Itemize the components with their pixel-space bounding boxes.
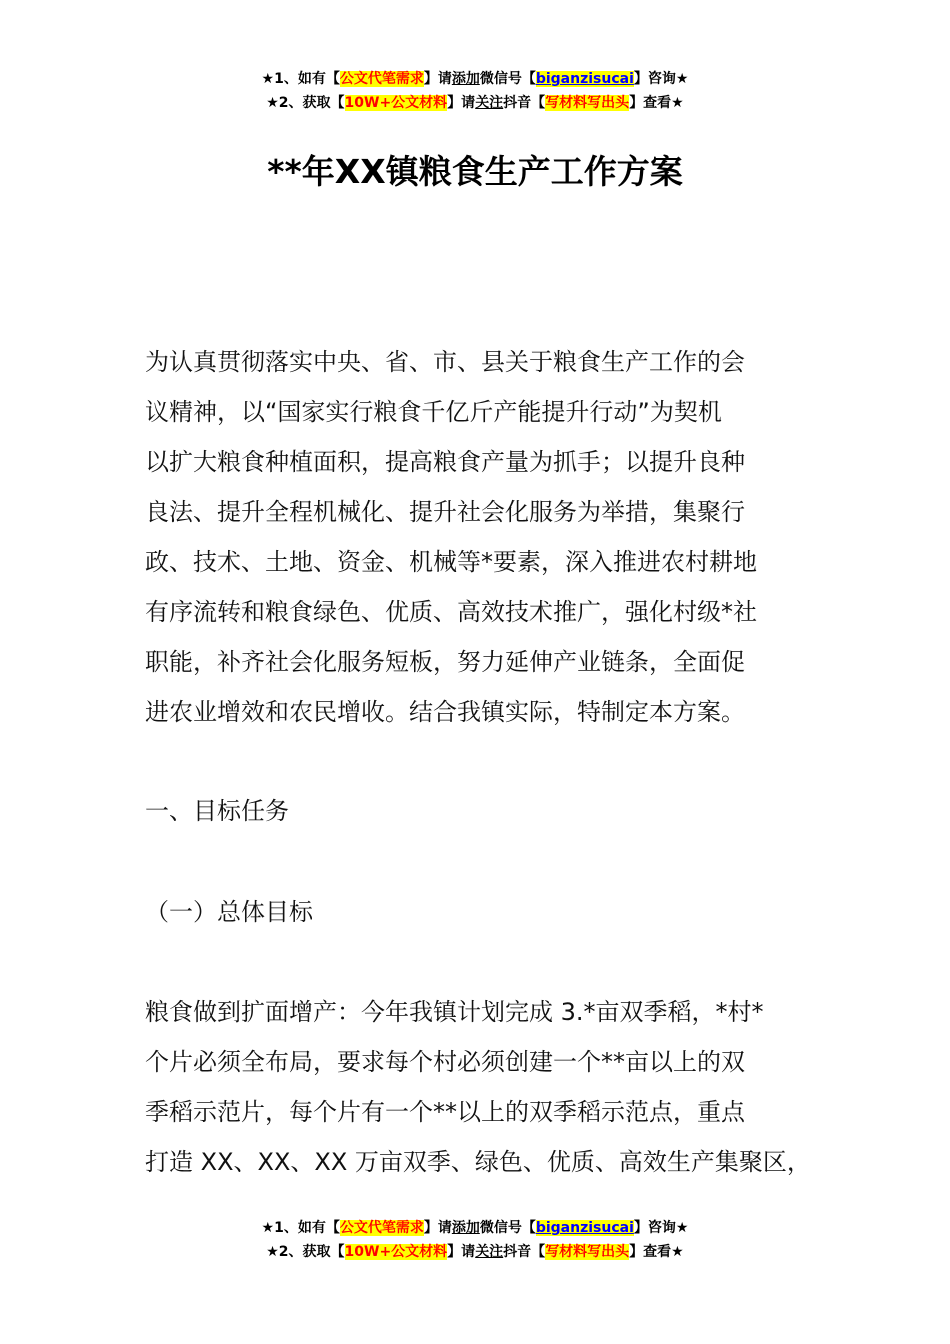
banner-text: ★2、获取【 (266, 1244, 345, 1260)
header-banner (0, 67, 950, 115)
banner-highlight-service: 公文代笔需求 (339, 71, 424, 87)
banner-text: ★2、获取【 (266, 95, 345, 111)
banner-text: 】请 (447, 1244, 476, 1260)
banner-underlined-text: 添加 (451, 1220, 480, 1236)
paragraph-line: 打造 XX、XX、XX 万亩双季、绿色、优质、高效生产集聚区， (145, 1148, 811, 1176)
banner-text: 微信号【 (479, 1220, 536, 1236)
banner-highlight-account: 写材料写出头 (545, 1244, 630, 1260)
banner-underlined-text: 关注 (475, 1244, 504, 1260)
paragraph-line: 有序流转和粮食绿色、优质、高效技术推广，强化村级*社 (145, 598, 757, 626)
section-heading (145, 786, 815, 836)
banner-text: 】查看★ (629, 1244, 684, 1260)
intro-paragraph (145, 337, 815, 737)
paragraph-line: 粮食做到扩面增产：今年我镇计划完成 3.*亩双季稻，*村* (145, 998, 764, 1026)
banner-underlined-text: 关注 (475, 95, 504, 111)
banner-highlight-service: 公文代笔需求 (339, 1220, 424, 1236)
banner-text: ★1、如有【 (261, 1220, 340, 1236)
banner-text: 】请 (423, 71, 452, 87)
banner-text: 微信号【 (479, 71, 536, 87)
paragraph-line: 进农业增效和农民增收。结合我镇实际，特制定本方案。 (145, 698, 745, 726)
banner-line-1 (0, 1216, 950, 1240)
banner-text: 】请 (447, 95, 476, 111)
paragraph-line: 季稻示范片，每个片有一个**以上的双季稻示范点，重点 (145, 1098, 745, 1126)
banner-text: ★1、如有【 (261, 71, 340, 87)
paragraph-line: 以扩大粮食种植面积，提高粮食产量为抓手；以提升良种 (145, 448, 745, 476)
banner-highlight-account: 写材料写出头 (545, 95, 630, 111)
subsection-heading-text: （一）总体目标 (145, 898, 313, 926)
banner-text: 】请 (423, 1220, 452, 1236)
banner-highlight-materials: 10W+公文材料 (344, 1244, 448, 1260)
footer-banner (0, 1216, 950, 1264)
banner-highlight-materials: 10W+公文材料 (344, 95, 448, 111)
subsection-heading (145, 887, 815, 937)
document-title: **年XX镇粮食生产工作方案 (267, 152, 683, 191)
paragraph-line: 议精神，以“国家实行粮食千亿斤产能提升行动”为契机 (145, 398, 722, 426)
banner-text: 抖音【 (503, 1244, 546, 1260)
paragraph-line: 个片必须全布局，要求每个村必须创建一个**亩以上的双 (145, 1048, 745, 1076)
banner-line-1 (0, 67, 950, 91)
banner-text: 】咨询★ (633, 71, 689, 87)
section-heading-text: 一、目标任务 (145, 797, 289, 825)
banner-wechat-id-link[interactable]: biganzisucai (535, 1220, 634, 1236)
paragraph-line: 为认真贯彻落实中央、省、市、县关于粮食生产工作的会 (145, 348, 745, 376)
banner-text: 抖音【 (503, 95, 546, 111)
paragraph-line: 职能，补齐社会化服务短板，努力延伸产业链条，全面促 (145, 648, 745, 676)
paragraph-line: 政、技术、土地、资金、机械等*要素，深入推进农村耕地 (145, 548, 757, 576)
paragraph-line: 良法、提升全程机械化、提升社会化服务为举措，集聚行 (145, 498, 745, 526)
banner-text: 】查看★ (629, 95, 684, 111)
goal-paragraph (145, 987, 815, 1187)
banner-wechat-id-link[interactable]: biganzisucai (535, 71, 634, 87)
banner-text: 】咨询★ (633, 1220, 689, 1236)
banner-line-2 (0, 1240, 950, 1264)
banner-underlined-text: 添加 (451, 71, 480, 87)
banner-line-2 (0, 91, 950, 115)
